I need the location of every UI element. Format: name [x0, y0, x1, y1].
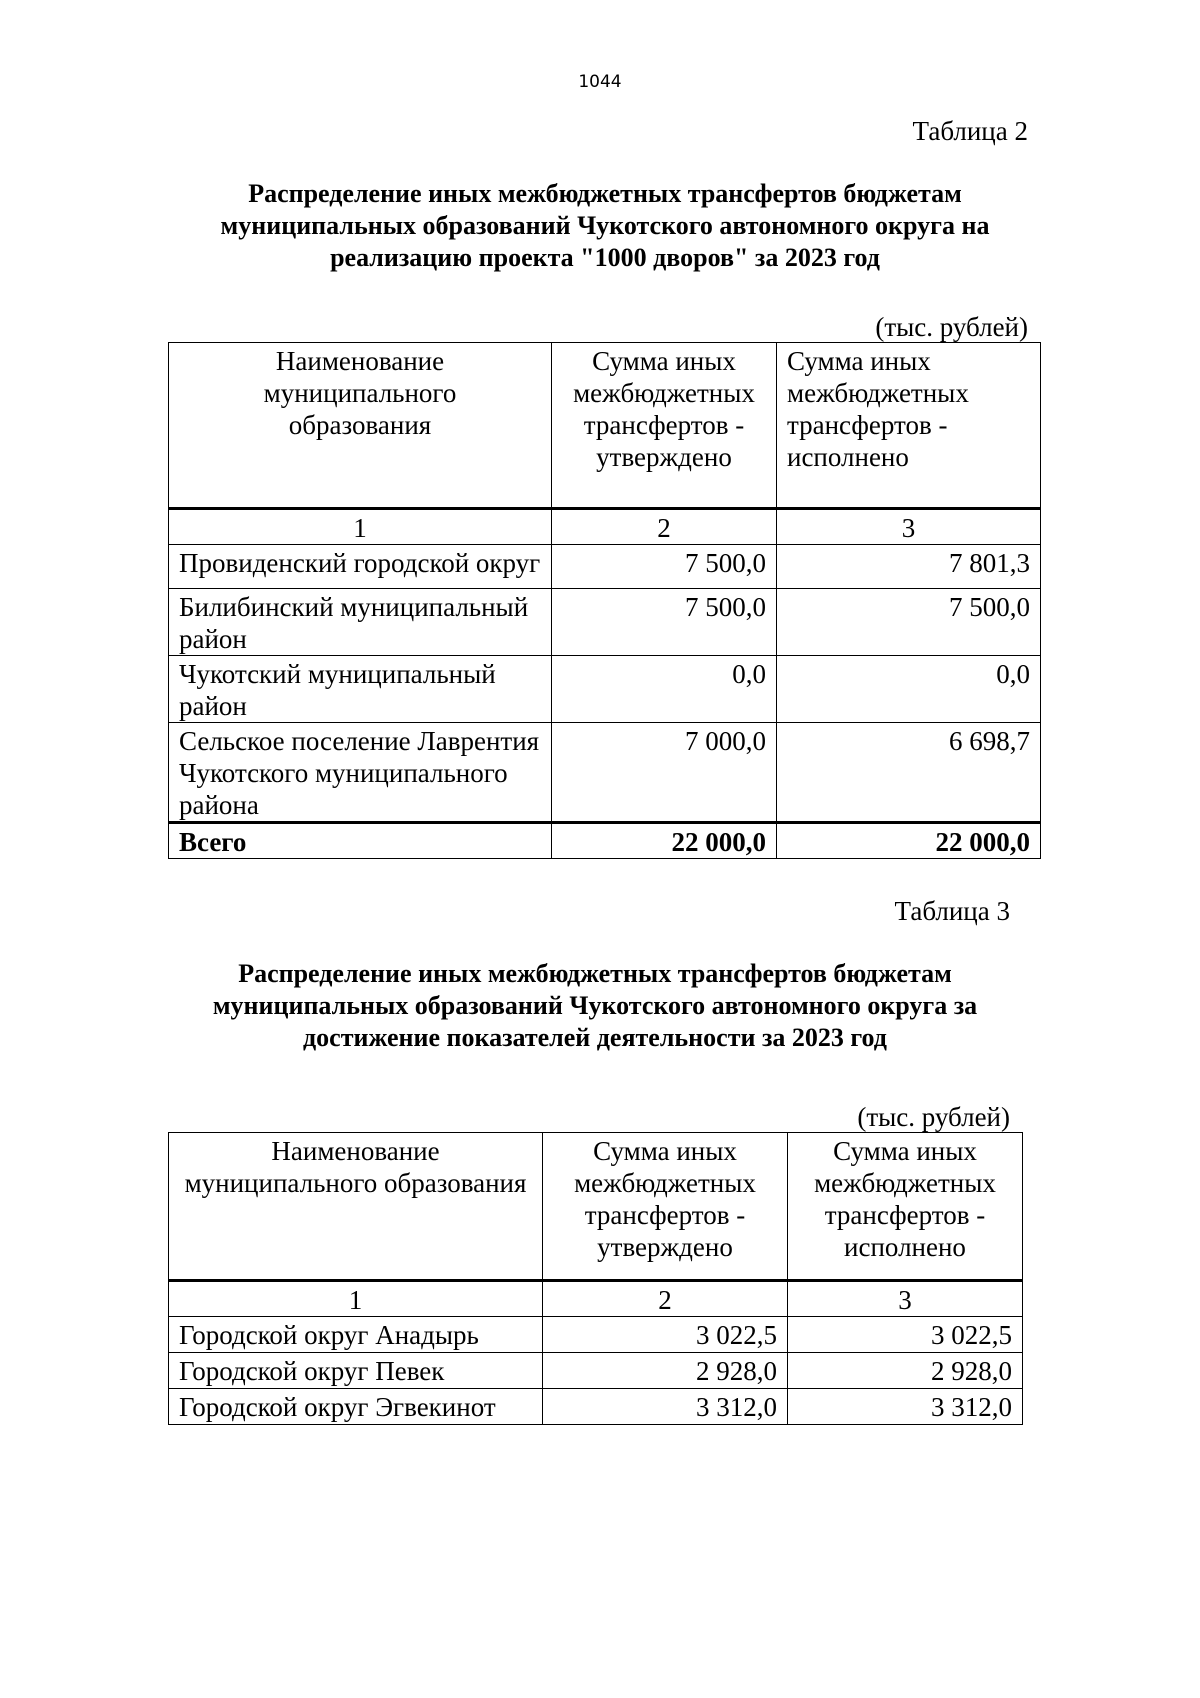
table3-title-line: достижение показателей деятельности за 2023 год — [303, 1023, 887, 1052]
table3-unit: (тыс. рублей) — [857, 1102, 1010, 1132]
table-row: Сельское поселение Лаврентия Чукотского муниципального района 7 000,0 6 698,7 — [169, 723, 1041, 823]
page-number: 1044 — [578, 72, 622, 92]
table2-title-line: Распределение иных межбюджетных трансфертов бюджетам — [248, 179, 962, 208]
header-approved: Сумма иных межбюджетных трансфертов - утверждено — [552, 343, 777, 509]
table3-title-line: Распределение иных межбюджетных трансфертов бюджетам — [238, 959, 952, 988]
header-executed: Сумма иных межбюджетных трансфертов - исполнено — [788, 1133, 1023, 1281]
header-name: Наименование муниципального образования — [169, 343, 552, 509]
header-approved: Сумма иных межбюджетных трансфертов - утверждено — [543, 1133, 788, 1281]
table-header-row — [169, 343, 1041, 509]
header-executed: Сумма иных межбюджетных трансфертов - исполнено — [777, 343, 1041, 509]
table3-label: Таблица 3 — [894, 896, 1010, 926]
table-row: Билибинский муниципальный район 7 500,0 7 500,0 — [169, 589, 1041, 656]
table-row: Городской округ Певек 2 928,0 2 928,0 — [169, 1353, 1023, 1389]
table2-unit: (тыс. рублей) — [875, 312, 1028, 342]
table-header-row — [169, 1133, 1023, 1281]
table-row: Городской округ Эгвекинот 3 312,0 3 312,0 — [169, 1389, 1023, 1425]
total-row: Всего 22 000,0 22 000,0 — [169, 823, 1041, 859]
table2-title-line: муниципальных образований Чукотского автономного округа на — [220, 211, 990, 240]
column-number-row: 1 2 3 — [169, 1281, 1023, 1317]
table-row: Чукотский муниципальный район 0,0 0,0 — [169, 656, 1041, 723]
table3-title-line: муниципальных образований Чукотского автономного округа за — [212, 991, 978, 1020]
table2-title — [100, 178, 1110, 274]
column-number-row: 1 2 3 — [169, 509, 1041, 545]
table2-label: Таблица 2 — [912, 116, 1028, 146]
table-row: Городской округ Анадырь 3 022,5 3 022,5 — [169, 1317, 1023, 1353]
header-name: Наименование муниципального образования — [169, 1133, 543, 1281]
table-row: Провиденский городской округ 7 500,0 7 801,3 — [169, 545, 1041, 589]
table2 — [168, 342, 1041, 859]
table2-title-line: реализацию проекта "1000 дворов" за 2023 год — [330, 243, 880, 272]
table3 — [168, 1132, 1023, 1425]
table3-title — [90, 958, 1100, 1054]
